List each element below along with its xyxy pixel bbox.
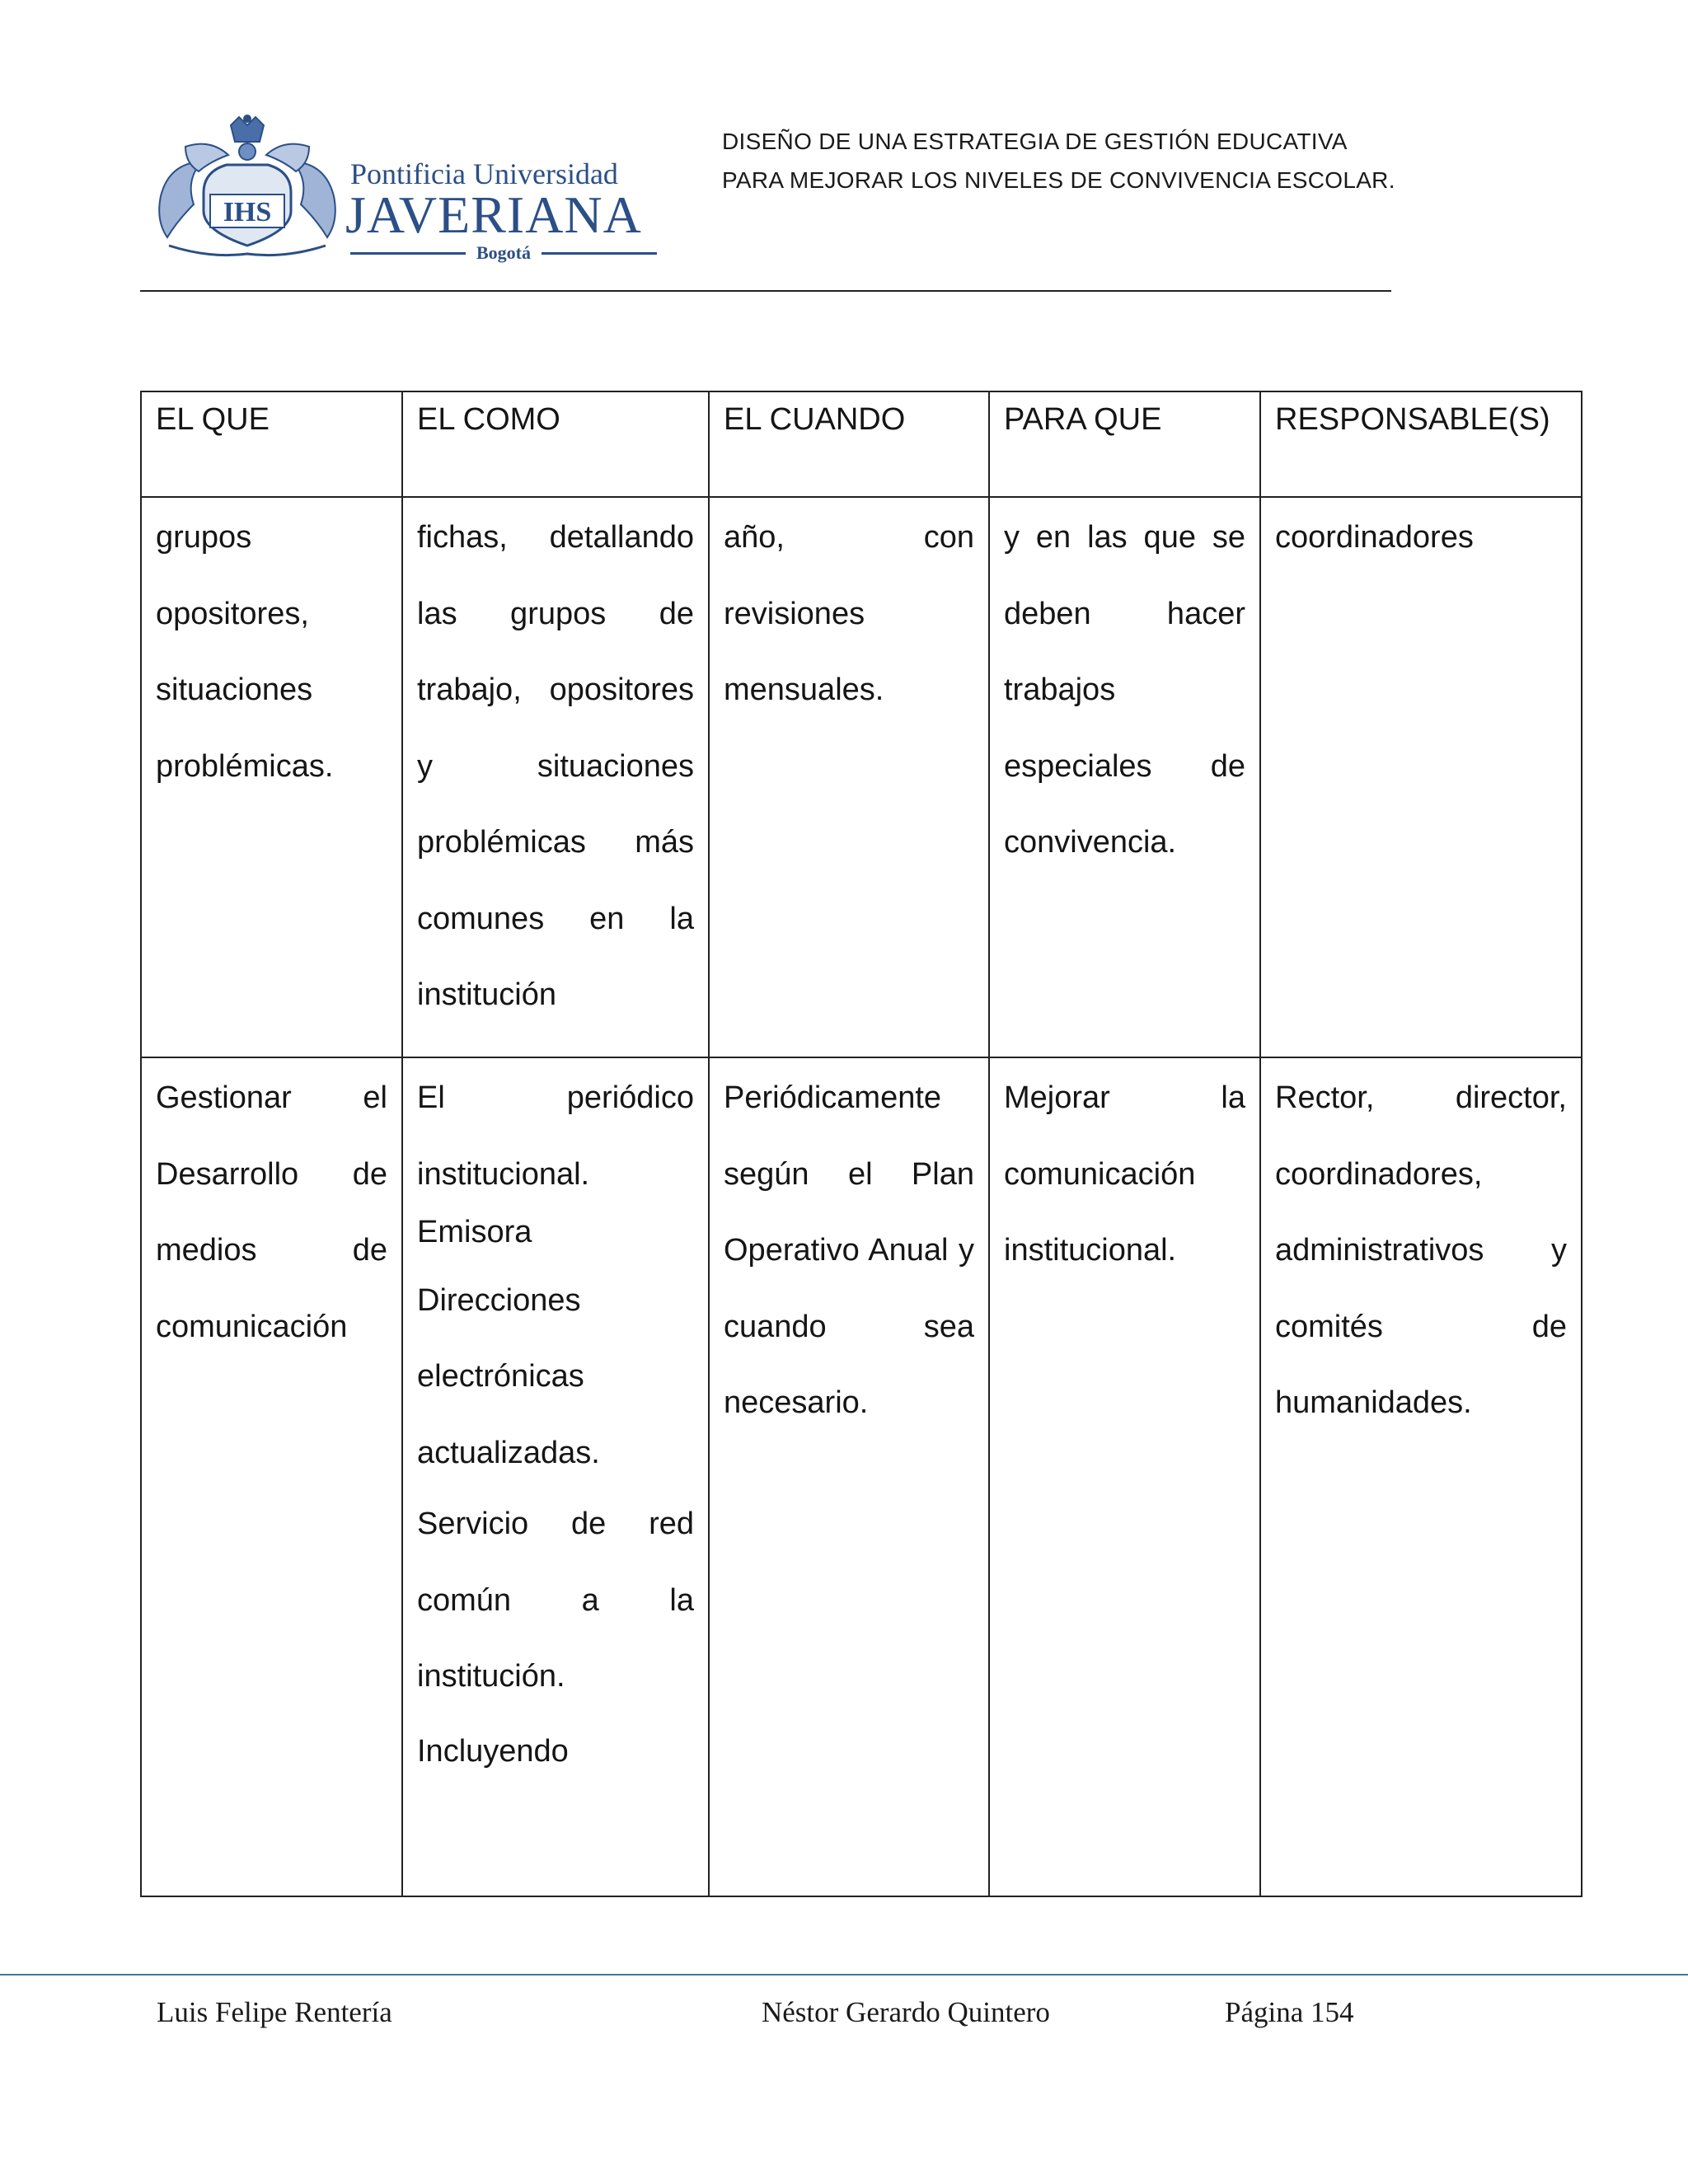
logo-rule-left [350, 252, 466, 255]
column-header-responsables: RESPONSABLE(S) [1260, 391, 1582, 497]
logo-city-row [350, 242, 657, 262]
footer-author-2: Néstor Gerardo Quintero [762, 1996, 1050, 2028]
cell-text: Mejorar la comunicación institucional. [1004, 1080, 1245, 1268]
table-cell-como [402, 1057, 709, 1896]
table-cell-responsables [1260, 497, 1582, 1057]
cell-text: grupos opositores, situaciones problémicas. [156, 520, 334, 784]
header-divider [140, 290, 1391, 292]
cell-text: y en las que se deben hacer trabajos especiales de convivencia. [1004, 520, 1245, 860]
cell-text: Incluyendo [417, 1733, 569, 1769]
cell-text: El periódico institucional. [417, 1080, 694, 1192]
cell-text: Periódicamente según el Plan Operativo Anual y cuando sea necesario. [724, 1080, 974, 1420]
column-header-que: EL QUE [141, 391, 402, 497]
cell-text: Emisora [417, 1215, 532, 1249]
table-cell-cuando [709, 497, 989, 1057]
header-title-line-2: PARA MEJORAR LOS NIVELES DE CONVIVENCIA ESCOLAR. [722, 167, 1395, 193]
table-row [141, 1057, 1582, 1896]
crest-monogram: IHS [223, 197, 272, 227]
page-number: Página 154 [1225, 1996, 1354, 2028]
cell-text: año, con revisiones mensuales. [724, 520, 974, 707]
table-cell-para-que [989, 1057, 1260, 1896]
cell-text: coordinadores [1275, 520, 1474, 555]
table-cell-que [141, 497, 402, 1057]
column-header-cuando: EL CUANDO [709, 391, 989, 497]
logo-city: Bogotá [476, 242, 531, 263]
column-header-como: EL COMO [402, 391, 709, 497]
university-logo [152, 114, 663, 262]
cell-text: Direcciones electrónicas actualizadas. [417, 1282, 600, 1470]
strategy-table [140, 391, 1582, 1897]
column-header-para-que: PARA QUE [989, 391, 1260, 497]
header-title-line-1: DISEÑO DE UNA ESTRATEGIA DE GESTIÓN EDUCATIVA [722, 129, 1348, 154]
document-header-title [722, 122, 1395, 199]
footer-divider [0, 1974, 1688, 1975]
table-cell-para-que [989, 497, 1260, 1057]
cell-text: Servicio de red común a la institución. [417, 1507, 694, 1694]
table-cell-responsables [1260, 1057, 1582, 1896]
cell-text: Gestionar el Desarrollo de medios de comunicación [156, 1080, 387, 1344]
table-header-row [141, 391, 1582, 497]
university-crest-icon [152, 114, 342, 262]
cell-text: fichas, detallando las grupos de trabajo, opositores y situaciones problémicas más comunes en la institución [417, 520, 694, 1012]
cell-text: Rector, director, coordinadores, administrativos y comités de humanidades. [1275, 1080, 1567, 1420]
table-cell-que [141, 1057, 402, 1896]
logo-university-name: JAVERIANA [345, 185, 642, 244]
table-cell-cuando [709, 1057, 989, 1896]
logo-rule-right [542, 252, 657, 255]
table-row [141, 497, 1582, 1057]
footer-author-1: Luis Felipe Rentería [157, 1996, 392, 2028]
table-cell-como [402, 497, 709, 1057]
logo-university-label: Pontificia Universidad [350, 157, 618, 190]
